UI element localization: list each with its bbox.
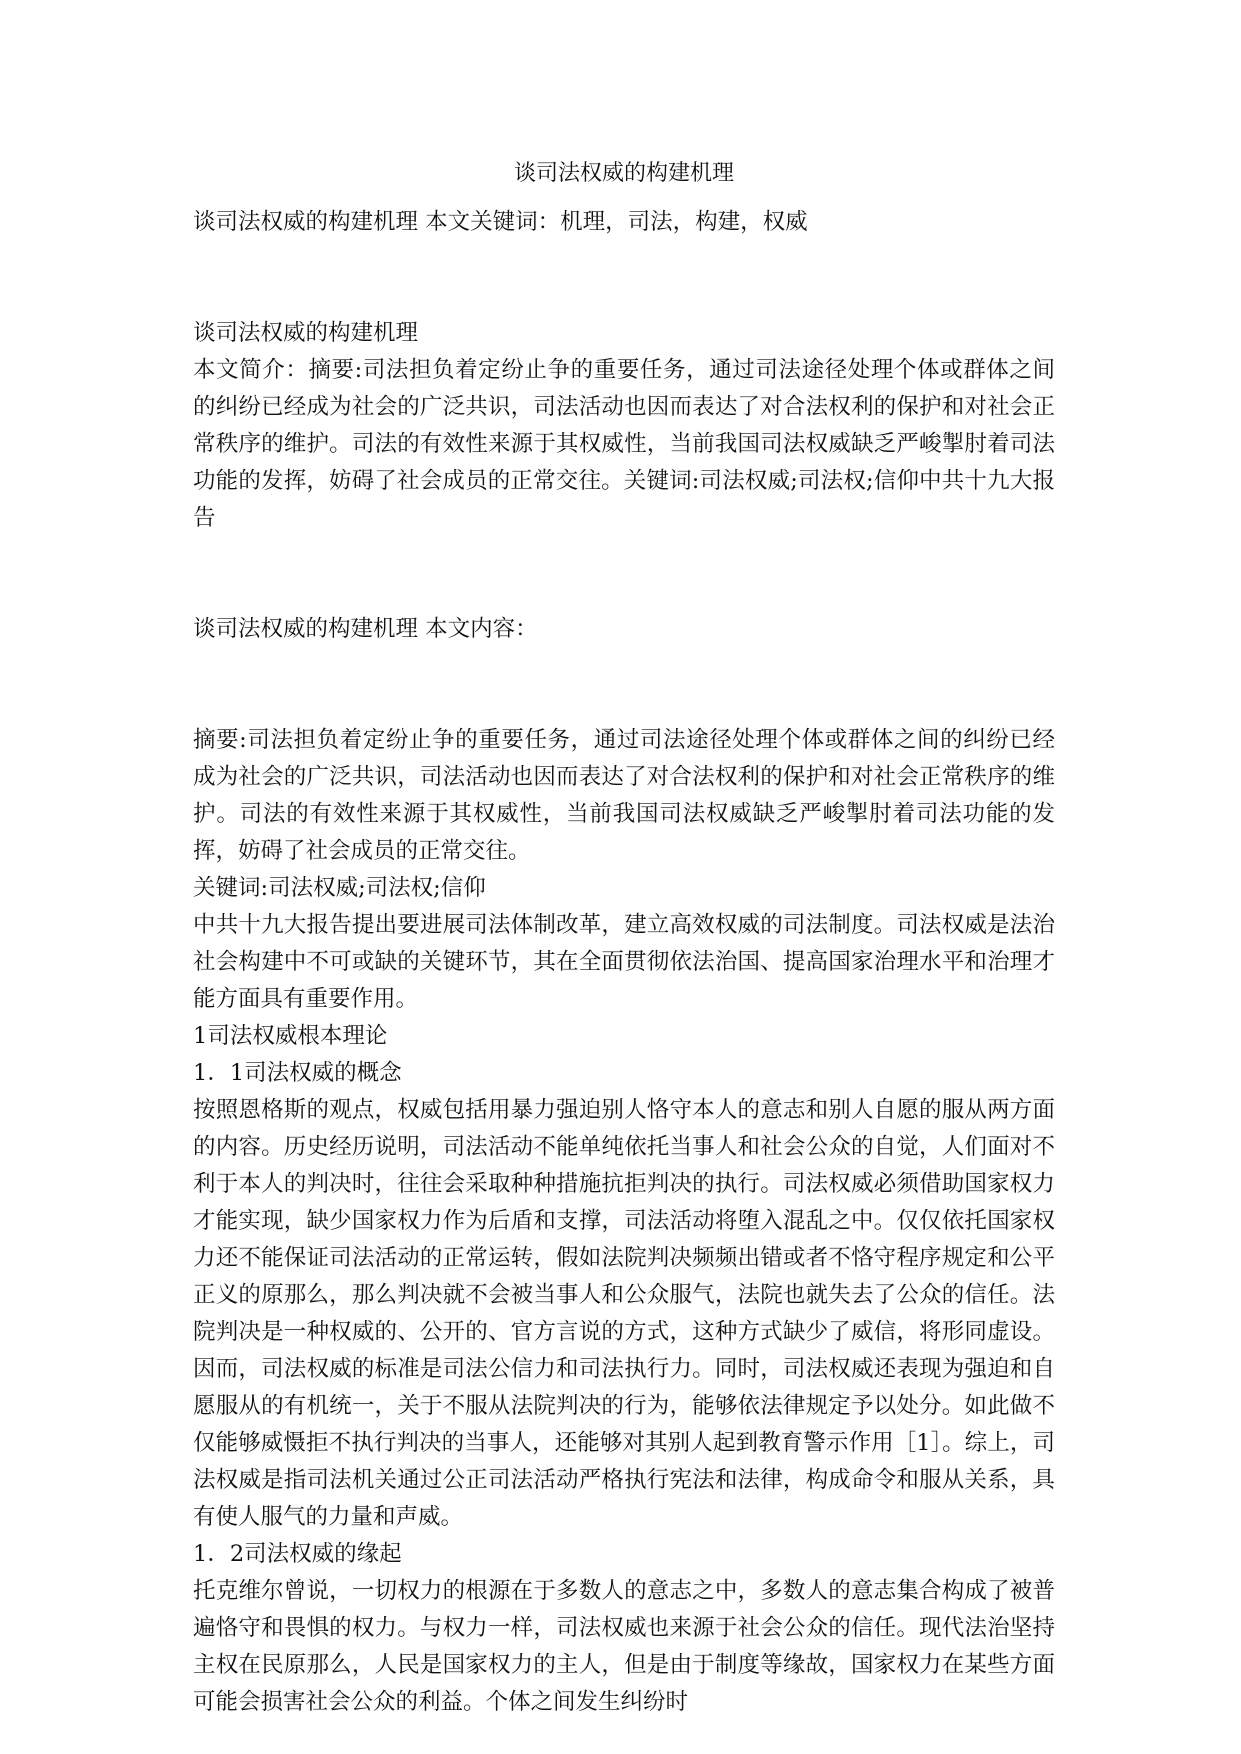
abstract-paragraph: 摘要:司法担负着定纷止争的重要任务，通过司法途径处理个体或群体之间的纠纷已经成为社会的广泛共识，司法活动也因而表达了对合法权利的保护和对社会正常秩序的维护。司法的有效性来源于其权威性，当前我国司法权威缺乏严峻掣肘着司法功能的发挥，妨碍了社会成员的正常交往。 [193, 727, 1055, 864]
section-heading-1: 1司法权威根本理论 [193, 1023, 388, 1049]
content-heading: 谈司法权威的构建机理 本文内容： [193, 616, 538, 642]
keywords-line: 谈司法权威的构建机理 本文关键词：机理，司法，构建，权威 [193, 209, 808, 235]
document-body [193, 150, 1055, 1721]
body-paragraph-2: 按照恩格斯的观点，权威包括用暴力强迫别人恪守本人的意志和别人自愿的服从两方面的内容。历史经历说明，司法活动不能单纯依托当事人和社会公众的自觉，人们面对不利于本人的判决时，往往会采取种种措施抗拒判决的执行。司法权威必须借助国家权力才能实现，缺少国家权力作为后盾和支撑，司法活动将堕入混乱之中。仅仅依托国家权力还不能保证司法活动的正常运转，假如法院判决频频出错或者不恪守程序规定和公平正义的原那么，那么判决就不会被当事人和公众服气，法院也就失去了公众的信任。法院判决是一种权威的、公开的、官方言说的方式，这种方式缺少了威信，将形同虚设。因而，司法权威的标准是司法公信力和司法执行力。同时，司法权威还表现为强迫和自愿服从的有机统一，关于不服从法院判决的行为，能够依法律规定予以处分。如此做不仅能够威慑拒不执行判决的当事人，还能够对其别人起到教育警示作用［1］。综上，司法权威是指司法机关通过公正司法活动严格执行宪法和法律，构成命令和服从关系，具有使人服气的力量和声威。 [193, 1097, 1055, 1530]
body-paragraph-3: 托克维尔曾说，一切权力的根源在于多数人的意志之中，多数人的意志集合构成了被普遍恪守和畏惧的权力。与权力一样，司法权威也来源于社会公众的信任。现代法治坚持主权在民原那么，人民是国家权力的主人，但是由于制度等缘故，国家权力在某些方面可能会损害社会公众的利益。个体之间发生纠纷时 [193, 1578, 1055, 1715]
body-paragraph-1: 中共十九大报告提出要进展司法体制改革，建立高效权威的司法制度。司法权威是法治社会构建中不可或缺的关键环节，其在全面贯彻依法治国、提高国家治理水平和治理才能方面具有重要作用。 [193, 912, 1055, 1012]
section-heading-1-2: 1．2司法权威的缘起 [193, 1541, 402, 1567]
keywords-paragraph: 关键词:司法权威;司法权;信仰 [193, 875, 486, 901]
intro-heading: 谈司法权威的构建机理 [193, 320, 419, 346]
section-heading-1-1: 1．1司法权威的概念 [193, 1060, 402, 1086]
intro-text: 本文简介：摘要:司法担负着定纷止争的重要任务，通过司法途径处理个体或群体之间的纠纷已经成为社会的广泛共识，司法活动也因而表达了对合法权利的保护和对社会正常秩序的维护。司法的有效性来源于其权威性，当前我国司法权威缺乏严峻掣肘着司法功能的发挥，妨碍了社会成员的正常交往。关键词:司法权威;司法权;信仰中共十九大报告 [193, 357, 1055, 531]
document-title: 谈司法权威的构建机理 [513, 161, 734, 186]
